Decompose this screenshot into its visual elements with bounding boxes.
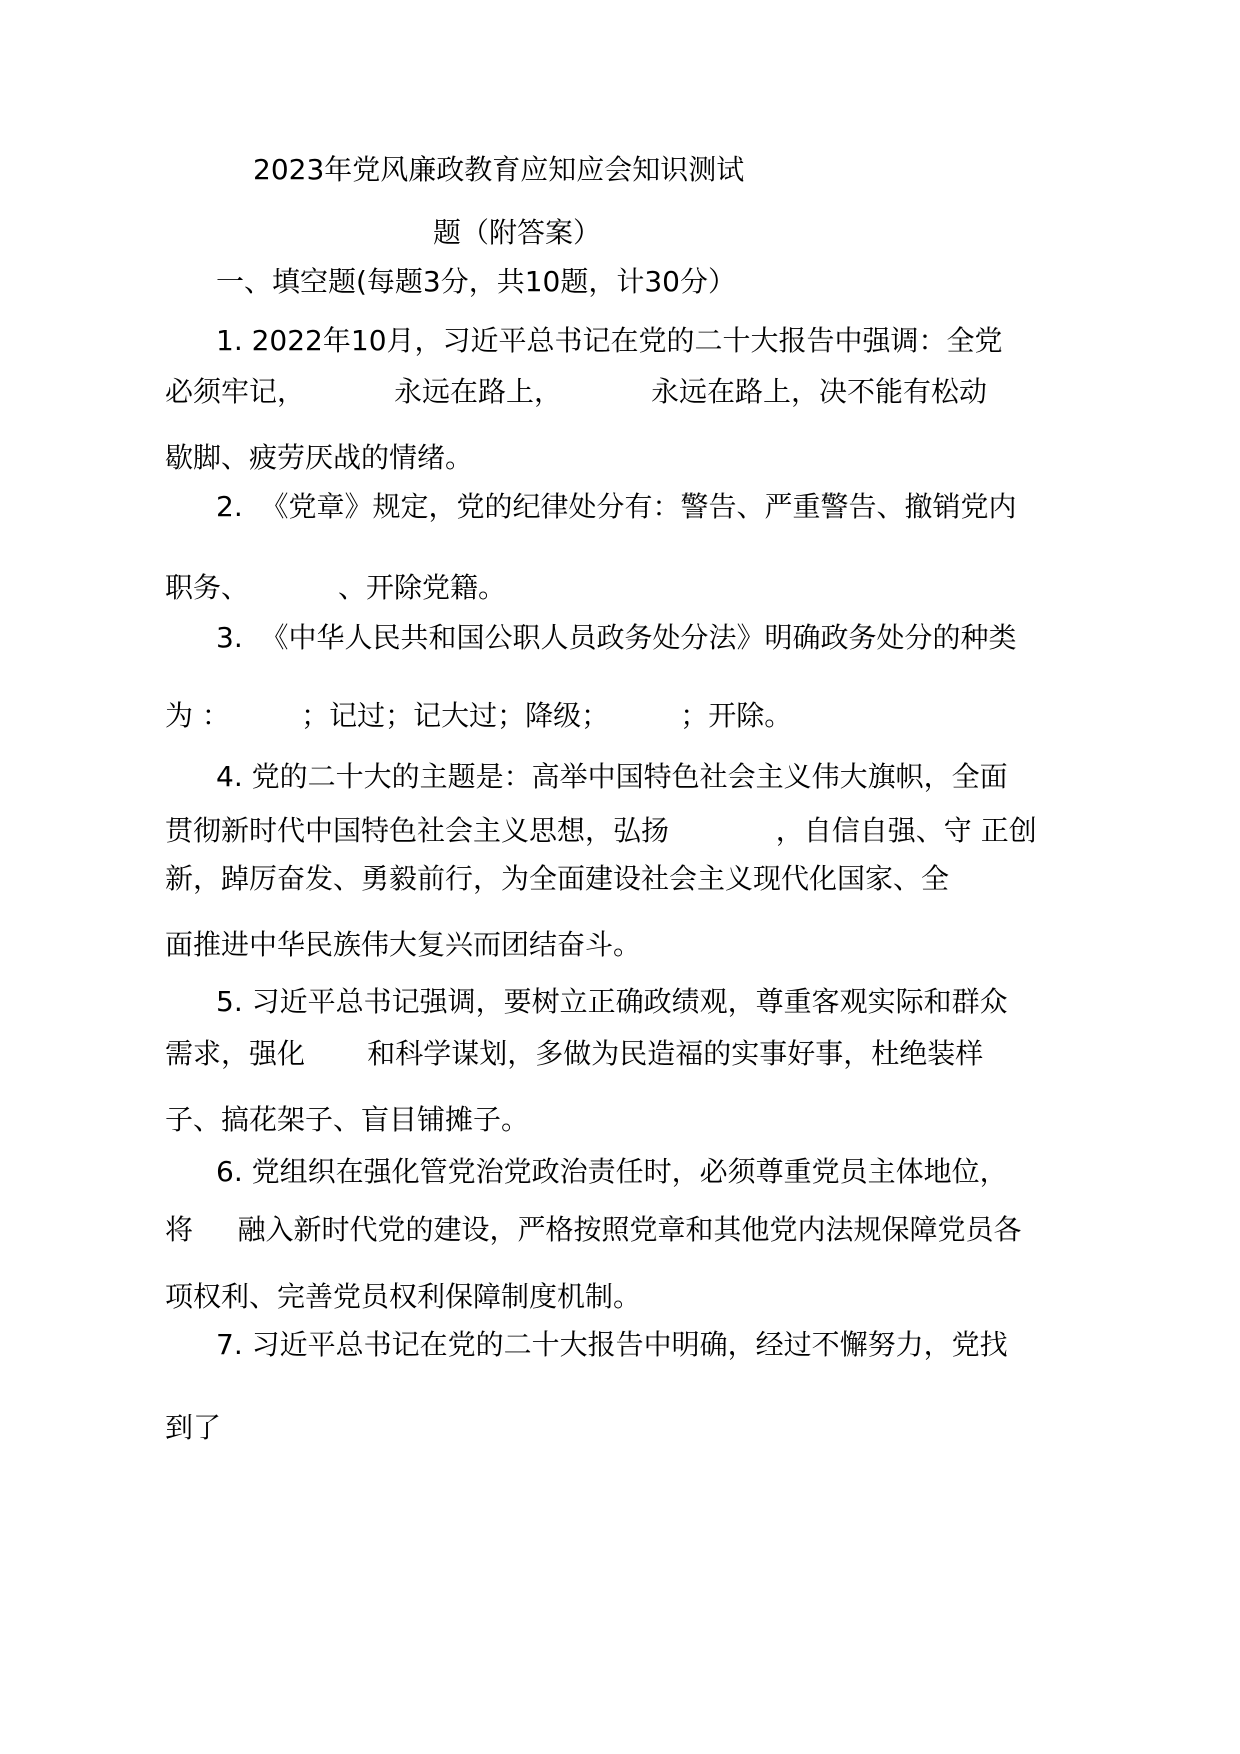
- document-title-line-2: 题（附答案）: [433, 216, 602, 249]
- question-1-line-2: 必须牢记， 永远在路上， 永远在路上，决不能有松动: [165, 375, 988, 408]
- question-3-line-1: 3. 《中华人民共和国公职人员政务处分法》明确政务处分的种类: [216, 621, 1017, 654]
- question-4-line-3: 新，踔厉奋发、勇毅前行，为全面建设社会主义现代化国家、全: [165, 862, 950, 895]
- question-4-line-4: 面推进中华民族伟大复兴而团结奋斗。: [165, 928, 642, 961]
- question-5-line-1: 5. 习近平总书记强调，要树立正确政绩观，尊重客观实际和群众: [216, 985, 1008, 1018]
- question-3-line-2: 为 ： ；记过；记大过；降级； ；开除。: [165, 699, 793, 732]
- question-4-line-2: 贯彻新时代中国特色社会主义思想，弘扬 ，自信自强、守 正创: [165, 814, 1037, 847]
- question-2-line-1: 2. 《党章》规定，党的纪律处分有：警告、严重警告、撤销党内: [216, 490, 1017, 523]
- question-1-line-1: 1. 2022年10月，习近平总书记在党的二十大报告中强调：全党: [216, 324, 1003, 357]
- section-heading: 一、填空题(每题3分，共10题，计30分）: [216, 265, 736, 298]
- question-4-line-1: 4. 党的二十大的主题是：高举中国特色社会主义伟大旗帜，全面: [216, 760, 1008, 793]
- question-5-line-2: 需求，强化 和科学谋划，多做为民造福的实事好事，杜绝装样: [165, 1037, 984, 1070]
- question-2-line-2: 职务、 、开除党籍。: [165, 571, 507, 604]
- question-7-line-2: 到了: [165, 1411, 222, 1444]
- question-6-line-1: 6. 党组织在强化管党治党政治责任时，必须尊重党员主体地位，: [216, 1155, 1008, 1188]
- question-5-line-3: 子、搞花架子、盲目铺摊子。: [165, 1103, 530, 1136]
- question-7-line-1: 7. 习近平总书记在党的二十大报告中明确，经过不懈努力，党找: [216, 1328, 1008, 1361]
- question-6-line-3: 项权利、完善党员权利保障制度机制。: [165, 1280, 642, 1313]
- question-6-line-2: 将 融入新时代党的建设，严格按照党章和其他党内法规保障党员各: [165, 1213, 1022, 1246]
- document-title-line-1: 2023年党风廉政教育应知应会知识测试: [253, 153, 745, 186]
- question-1-line-3: 歇脚、疲劳厌战的情绪。: [165, 441, 474, 474]
